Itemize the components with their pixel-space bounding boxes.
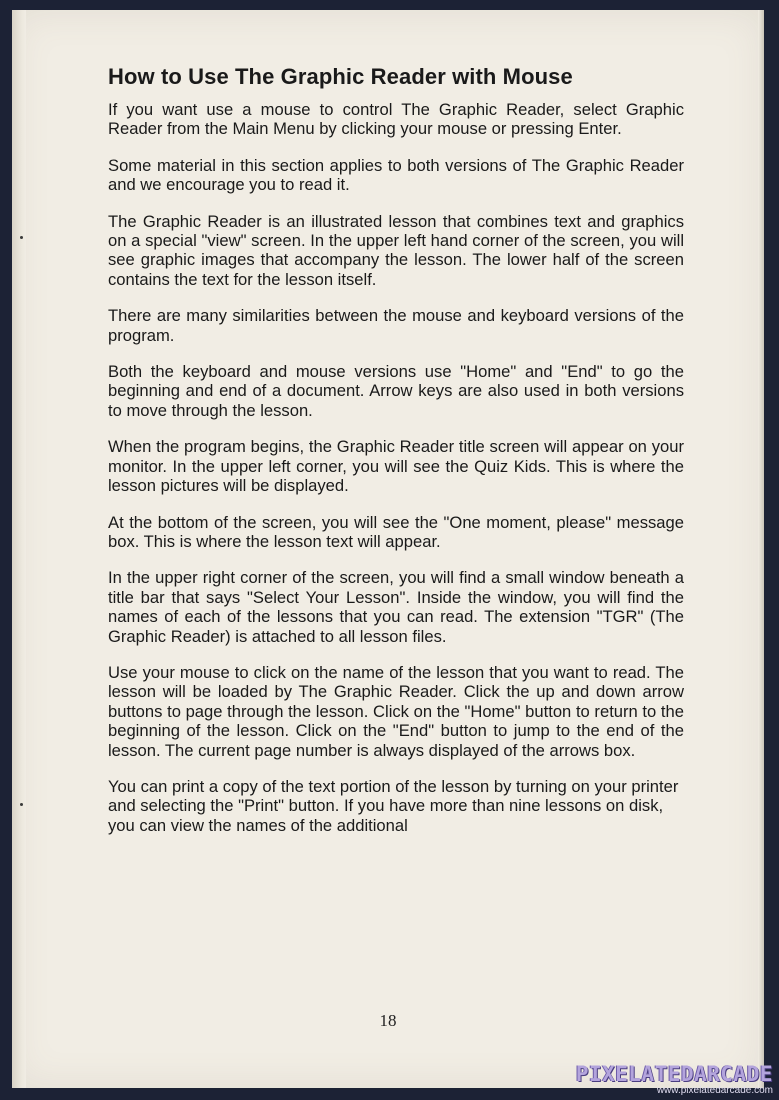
page-right-edge [758,10,764,1088]
paragraph: When the program begins, the Graphic Reader title screen will appear on your monitor. In the upper left corner, you will see the Quiz Kids. This is where the lesson pictures will be displayed. [108,437,684,496]
manual-page [12,10,764,1088]
binding-mark [20,803,23,806]
paragraph: Both the keyboard and mouse versions use "Home" and "End" to go the beginning and end of a document. Arrow keys are also used in both versions to move through the lesson. [108,362,684,420]
page-number: 18 [379,1011,397,1030]
paragraph: In the upper right corner of the screen, you will find a small window beneath a title bar that says "Select Your Lesson". Inside the window, you will find the names of each of the lessons that you can read. The extension "TGR" (The Graphic Reader) is attached to all lesson files. [108,568,684,646]
page-binding-edge [12,10,26,1088]
watermark-logo: PIXELATEDARCADE [575,1062,773,1086]
paragraph: If you want use a mouse to control The Graphic Reader, select Graphic Reader from the Main Menu by clicking your mouse or pressing Enter. [108,100,684,139]
watermark [576,1063,773,1096]
paragraph: Use your mouse to click on the name of the lesson that you want to read. The lesson will be loaded by The Graphic Reader. Click the up and down arrow buttons to page through the lesson. Click on the "Home" button to return to the beginning of the lesson. Click on the "End" button to jump to the end of the lesson. The current page number is always displayed of the arrows box. [108,662,684,760]
paragraph: At the bottom of the screen, you will see the "One moment, please" message box. This is where the lesson text will appear. [108,512,684,551]
paragraph: You can print a copy of the text portion of the lesson by turning on your printer and selecting the "Print" button. If you have more than nine lessons on disk, you can view the names of the additional [108,776,679,835]
paragraph: There are many similarities between the mouse and keyboard versions of the program. [108,306,684,345]
paragraph: Some material in this section applies to both versions of The Graphic Reader and we encourage you to read it. [108,155,684,195]
watermark-url: www.pixelatedarcade.com [656,1085,773,1096]
paragraph: The Graphic Reader is an illustrated lesson that combines text and graphics on a special "view" screen. In the upper left hand corner of the screen, you will see graphic images that accompany the lesson. The lower half of the screen contains the text for the lesson itself. [108,211,684,289]
page-content [96,64,684,852]
binding-mark [20,236,23,239]
page-title: How to Use The Graphic Reader with Mouse [108,64,573,89]
